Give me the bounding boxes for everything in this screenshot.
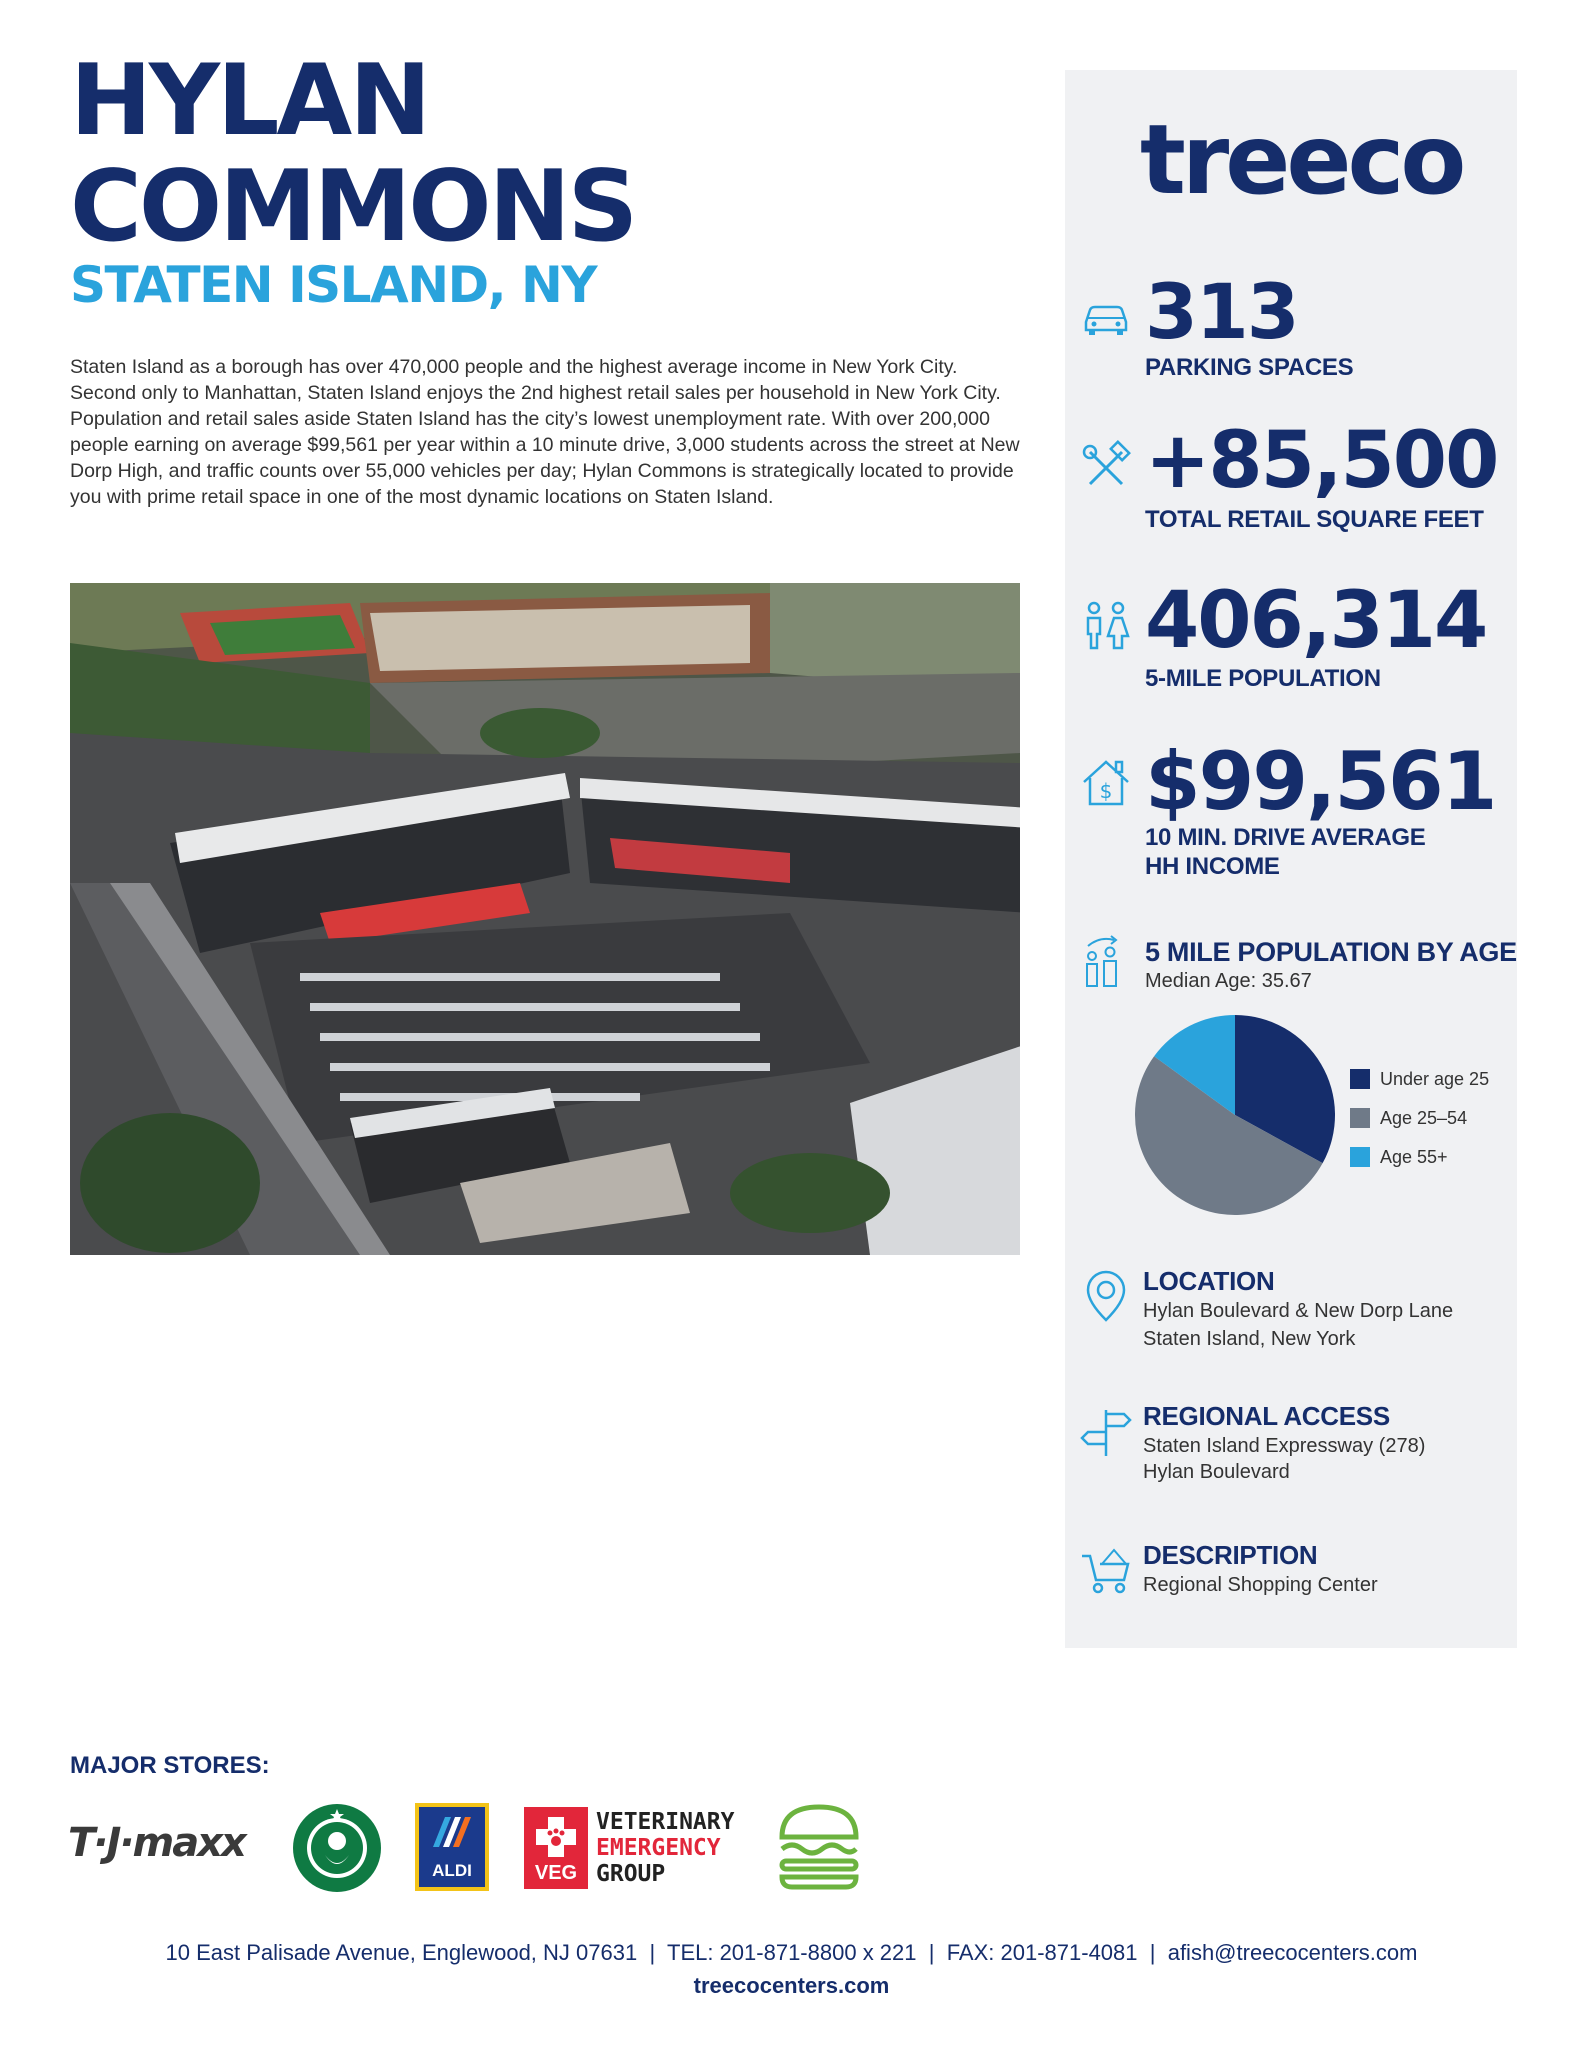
- regional-access-line-1: Staten Island Expressway (278): [1143, 1435, 1426, 1457]
- age-heading: 5 MILE POPULATION BY AGE: [1145, 937, 1517, 967]
- retail-sqft-label: TOTAL RETAIL SQUARE FEET: [1145, 506, 1484, 533]
- footer-fax: FAX: 201-871-4081: [946, 1940, 1138, 1965]
- legend-swatch-under-25: [1350, 1069, 1370, 1089]
- veg-line-3: GROUP: [596, 1861, 666, 1887]
- regional-access-heading: REGIONAL ACCESS: [1143, 1401, 1390, 1431]
- veg-line-1: VETERINARY: [596, 1809, 735, 1835]
- legend-swatch-25-54: [1350, 1108, 1370, 1128]
- footer-contact-line: [0, 1940, 1583, 1966]
- shopping-cart-icon: [1078, 1542, 1134, 1598]
- veg-logo: [524, 1807, 744, 1889]
- veg-line-2: EMERGENCY: [596, 1835, 721, 1861]
- svg-text:$: $: [1099, 779, 1113, 803]
- footer-separator: |: [922, 1940, 947, 1965]
- footer-website[interactable]: treecocenters.com: [693, 1973, 890, 1998]
- intro-paragraph: Staten Island as a borough has over 470,000 people and the highest average income in New York City. Second only to Manhattan, Staten Island enjoys the 2nd highest retail sales per household in New York City. Population and retail sales aside Staten Island has the city’s lowest unemployment rate. With over 200,000 people earning on average $99,561 per year within a 10 minute drive, 3,000 students across the street at New Dorp High, and traffic counts over 55,000 vehicles per day; Hylan Commons is strategically located to provide you with prime retail space in one of the most dynamic locations on Staten Island.: [70, 356, 1020, 508]
- footer-separator: |: [643, 1940, 667, 1965]
- footer-tel[interactable]: TEL: 201-871-8800 x 221: [667, 1940, 917, 1965]
- page-subtitle: STATEN ISLAND, NY: [70, 256, 597, 314]
- footer-email[interactable]: afish@treecocenters.com: [1167, 1940, 1418, 1965]
- tjmaxx-logo: [68, 1820, 258, 1880]
- legend-label-55-plus: Age 55+: [1380, 1146, 1448, 1167]
- regional-access-line-2: Hylan Boulevard: [1143, 1461, 1290, 1483]
- legend-item-under-25: [1350, 1068, 1489, 1090]
- tjmaxx-logo-text: T·J·maxx: [68, 1820, 245, 1866]
- population-value: 406,314: [1145, 576, 1487, 666]
- major-stores-label: MAJOR STORES:: [70, 1752, 270, 1779]
- tools-icon: [1078, 440, 1134, 496]
- location-heading: LOCATION: [1143, 1266, 1275, 1296]
- signpost-icon: [1078, 1404, 1134, 1460]
- veg-paw-icon: [524, 1811, 588, 1863]
- car-icon: [1078, 288, 1134, 344]
- aldi-logo: [415, 1803, 489, 1891]
- title-line-1: HYLAN: [70, 44, 429, 158]
- people-icon: [1078, 598, 1134, 654]
- location-line-1: Hylan Boulevard & New Dorp Lane: [1143, 1300, 1454, 1322]
- retail-sqft-value: +85,500: [1145, 416, 1498, 506]
- population-label: 5-MILE POPULATION: [1145, 665, 1381, 692]
- title-line-2: COMMONS: [70, 150, 636, 264]
- veg-badge: [524, 1807, 588, 1889]
- footer-address: 10 East Palisade Avenue, Englewood, NJ 07631: [165, 1940, 638, 1965]
- legend-swatch-55-plus: [1350, 1147, 1370, 1167]
- aldi-stripes-icon: [419, 1811, 485, 1861]
- income-label-line-1: 10 MIN. DRIVE AVERAGE: [1145, 824, 1426, 851]
- veg-badge-text: VEG: [534, 1862, 578, 1884]
- footer-separator: |: [1143, 1940, 1168, 1965]
- legend-item-55-plus: [1350, 1146, 1448, 1168]
- legend-label-under-25: Under age 25: [1380, 1068, 1490, 1089]
- aerial-photo-illustration: [70, 583, 1020, 1255]
- location-line-2: Staten Island, New York: [1143, 1328, 1356, 1350]
- page-title: [70, 44, 636, 264]
- family-growth-icon: [1078, 934, 1134, 990]
- income-value: $99,561: [1145, 735, 1496, 828]
- description-heading: DESCRIPTION: [1143, 1540, 1318, 1570]
- location-pin-icon: [1078, 1268, 1134, 1324]
- age-pie-chart: [1130, 1010, 1340, 1220]
- parking-label: PARKING SPACES: [1145, 354, 1354, 381]
- treeco-logo: treeco: [1140, 104, 1463, 216]
- starbucks-logo: [292, 1803, 382, 1893]
- aldi-logo-text: ALDI: [432, 1861, 472, 1880]
- legend-label-25-54: Age 25–54: [1380, 1107, 1468, 1128]
- legend-item-25-54: [1350, 1107, 1467, 1129]
- shake-shack-burger-logo: [776, 1803, 862, 1891]
- house-dollar-icon: [1078, 754, 1134, 810]
- median-age: Median Age: 35.67: [1145, 970, 1312, 992]
- income-label-line-2: HH INCOME: [1145, 853, 1280, 880]
- parking-value: 313: [1145, 267, 1298, 356]
- description-line-1: Regional Shopping Center: [1143, 1574, 1378, 1596]
- aerial-photo: [70, 583, 1020, 1255]
